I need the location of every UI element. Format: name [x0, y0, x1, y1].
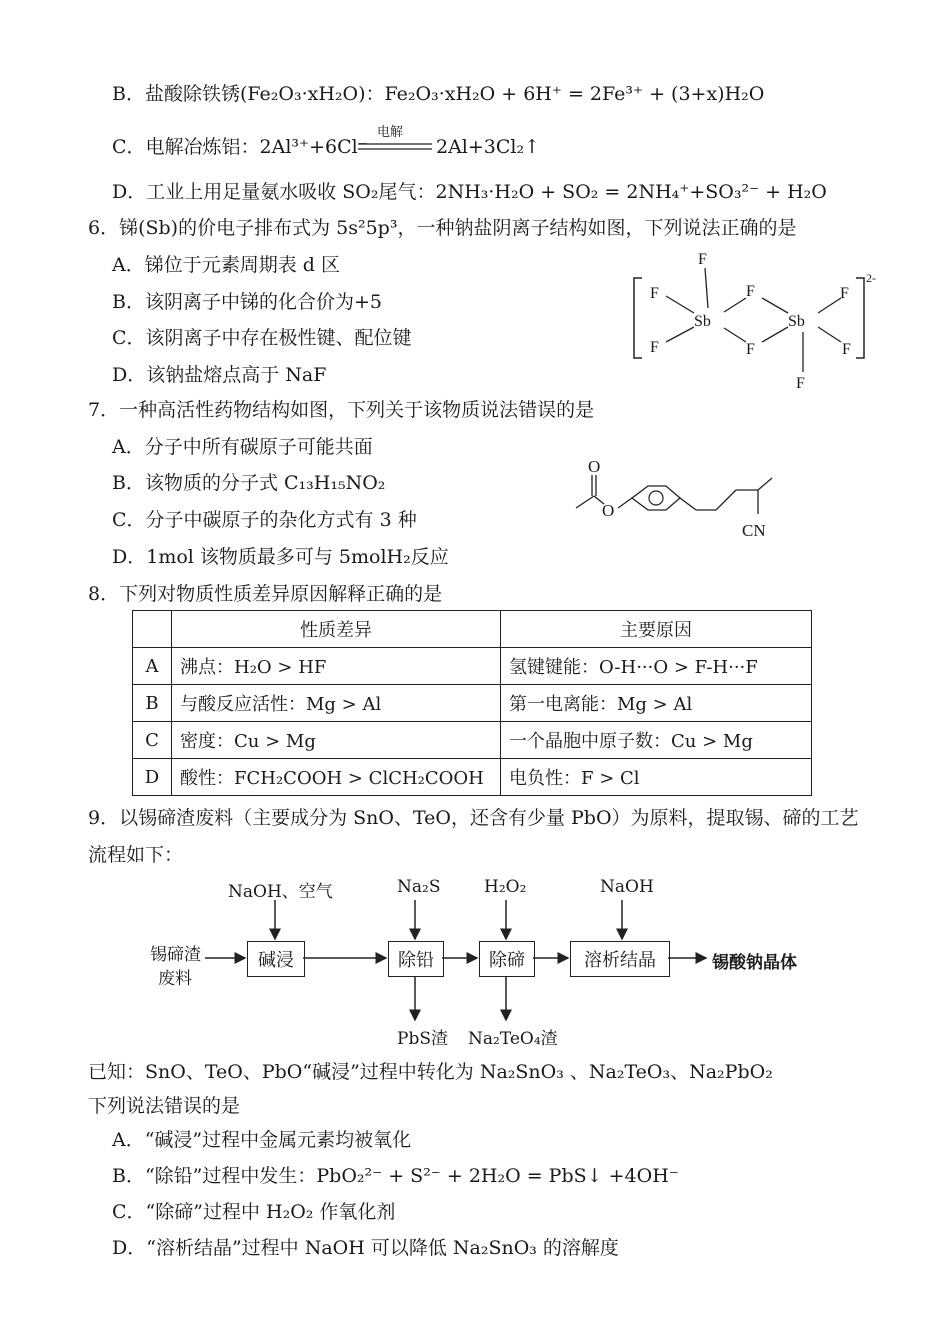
flow-reagent-1: NaOH、空气: [228, 882, 333, 902]
q5-option-c-right: 2Al+3Cl₂↑: [436, 136, 541, 158]
q6-option-c: C．该阴离子中存在极性键、配位键: [112, 327, 412, 349]
flow-reagent-2: Na₂S: [397, 877, 441, 897]
flow-step-crystallization: 溶析结晶: [570, 941, 670, 977]
q7-option-d: D．1mol 该物质最多可与 5molH₂反应: [112, 546, 449, 568]
row-reason: 电负性：F > Cl: [501, 759, 812, 796]
flow-step-lead-removal: 除铅: [388, 941, 444, 977]
q6-atom-f: F: [746, 341, 755, 358]
row-property: 密度：Cu > Mg: [172, 722, 501, 759]
q7-atom-o-ester: O: [602, 501, 615, 520]
q7-option-c: C．分子中碳原子的杂化方式有 3 种: [112, 509, 417, 531]
q5-equation-arrow: [356, 142, 436, 152]
q9-option-a: A．“碱浸”过程中金属元素均被氧化: [112, 1129, 412, 1151]
row-reason: 第一电离能：Mg > Al: [501, 685, 812, 722]
q6-atom-f: F: [650, 339, 659, 356]
q6-option-d: D．该钠盐熔点高于 NaF: [112, 364, 327, 386]
flow-step-tellurium-removal: 除碲: [479, 941, 535, 977]
q7-option-b: B．该物质的分子式 C₁₃H₁₅NO₂: [112, 472, 386, 494]
flow-residue-2: Na₂TeO₄渣: [468, 1029, 558, 1049]
q5-option-c-left: C．电解冶炼铝：2Al³⁺+6Cl⁻: [112, 136, 368, 158]
q7-stem: 7．一种高活性药物结构如图，下列关于该物质说法错误的是: [88, 399, 595, 421]
table-row: [133, 722, 812, 759]
q9-known-info: 已知：SnO、TeO、PbO“碱浸”过程中转化为 Na₂SnO₃ 、Na₂TeO₃、Na₂PbO₂: [88, 1061, 773, 1083]
row-key: B: [133, 685, 172, 722]
q9-ask: 下列说法错误的是: [88, 1095, 241, 1117]
q7-molecule-structure: [568, 458, 788, 548]
row-property: 沸点：H₂O > HF: [172, 648, 501, 685]
flow-residue-1: PbS渣: [397, 1029, 448, 1049]
flow-reagent-4: NaOH: [600, 877, 654, 897]
q5-option-b: B．盐酸除铁锈(Fe₂O₃·xH₂O)：Fe₂O₃·xH₂O + 6H⁺ = 2Fe³⁺ + (3+x)H₂O: [112, 83, 765, 105]
table-header-row: [133, 611, 812, 648]
flow-feed-line1: 锡碲渣: [150, 945, 201, 965]
q5-electrolysis-condition: 电解: [377, 125, 404, 140]
q9-option-c: C．“除碲”过程中 H₂O₂ 作氧化剂: [112, 1201, 396, 1223]
flow-product: 锡酸钠晶体: [712, 953, 797, 973]
q6-stem: 6．锑(Sb)的价电子排布式为 5s²5p³，一种钠盐阴离子结构如图，下列说法正确的是: [88, 217, 797, 239]
table-row: [133, 648, 812, 685]
q9-option-b: B．“除铅”过程中发生：PbO₂²⁻ + S²⁻ + 2H₂O = PbS↓ +4OH⁻: [112, 1165, 679, 1187]
row-reason: 一个晶胞中原子数：Cu > Mg: [501, 722, 812, 759]
q6-option-b: B．该阴离子中锑的化合价为+5: [112, 291, 382, 313]
q6-atom-f: F: [698, 251, 707, 268]
flow-reagent-3: H₂O₂: [484, 877, 527, 897]
q6-atom-f: F: [746, 283, 755, 300]
q5-option-d: D．工业上用足量氨水吸收 SO₂尾气：2NH₃·H₂O + SO₂ = 2NH₄⁺+SO₃²⁻ + H₂O: [112, 181, 827, 203]
q6-atom-sb: Sb: [694, 313, 711, 330]
flow-feed-line2: 废料: [158, 969, 192, 989]
q6-atom-f: F: [840, 285, 849, 302]
row-property: 酸性：FCH₂COOH > ClCH₂COOH: [172, 759, 501, 796]
q7-nitrile-group: CN: [742, 521, 766, 540]
row-key: C: [133, 722, 172, 759]
q7-atom-o-carbonyl: O: [588, 458, 601, 476]
q6-atom-f: F: [796, 375, 805, 392]
q6-anion-structure: [628, 250, 888, 400]
row-key: A: [133, 648, 172, 685]
q6-atom-f: F: [650, 285, 659, 302]
q7-option-a: A．分子中所有碳原子可能共面: [112, 436, 373, 458]
row-key: D: [133, 759, 172, 796]
row-property: 与酸反应活性：Mg > Al: [172, 685, 501, 722]
q8-table: [132, 610, 812, 796]
table-header-property: 性质差异: [172, 611, 501, 648]
q6-atom-f: F: [842, 341, 851, 358]
row-reason: 氢键键能：O-H···O > F-H···F: [501, 648, 812, 685]
flow-step-alkaline-leach: 碱浸: [247, 941, 305, 977]
q9-stem-line1: 9．以锡碲渣废料（主要成分为 SnO、TeO，还含有少量 PbO）为原料，提取锡、碲的工艺: [88, 807, 859, 829]
table-header-empty: [133, 611, 172, 648]
q6-anion-charge: 2-: [866, 271, 876, 285]
q9-stem-line2: 流程如下：: [88, 844, 184, 866]
table-row: [133, 685, 812, 722]
q6-atom-sb: Sb: [788, 313, 805, 330]
q6-option-a: A．锑位于元素周期表 d 区: [112, 254, 340, 276]
q9-option-d: D．“溶析结晶”过程中 NaOH 可以降低 Na₂SnO₃ 的溶解度: [112, 1237, 619, 1259]
table-row: [133, 759, 812, 796]
q8-stem: 8．下列对物质性质差异原因解释正确的是: [88, 583, 443, 605]
table-header-reason: 主要原因: [501, 611, 812, 648]
